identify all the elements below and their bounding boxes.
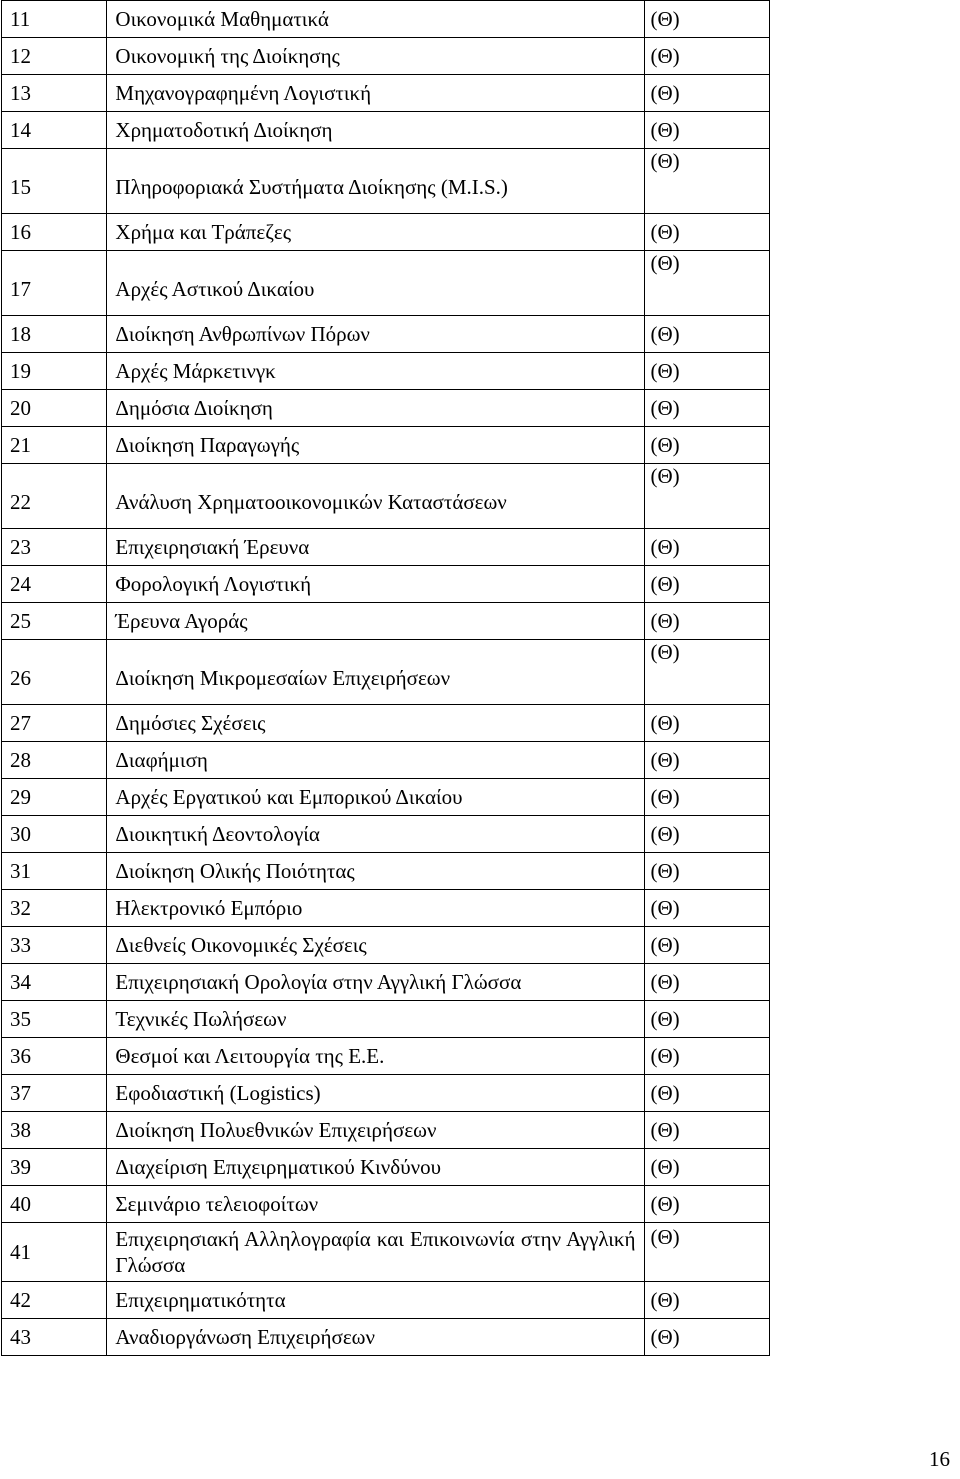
course-title: Διεθνείς Οικονομικές Σχέσεις bbox=[107, 927, 644, 964]
table-row bbox=[2, 214, 770, 251]
table-row bbox=[2, 890, 770, 927]
table-row bbox=[2, 1038, 770, 1075]
course-title: Χρηματοδοτική Διοίκηση bbox=[107, 112, 644, 149]
course-type-mark: (Θ) bbox=[644, 353, 770, 390]
course-type-mark: (Θ) bbox=[644, 1112, 770, 1149]
course-title: Πληροφοριακά Συστήματα Διοίκησης (M.I.S.) bbox=[107, 149, 644, 214]
course-number: 11 bbox=[2, 1, 107, 38]
table-row bbox=[2, 316, 770, 353]
course-number: 28 bbox=[2, 742, 107, 779]
course-number: 14 bbox=[2, 112, 107, 149]
course-number: 39 bbox=[2, 1149, 107, 1186]
course-type-mark: (Θ) bbox=[644, 214, 770, 251]
course-type-mark: (Θ) bbox=[644, 38, 770, 75]
course-type-mark: (Θ) bbox=[644, 1075, 770, 1112]
table-row bbox=[2, 603, 770, 640]
course-title: Φορολογική Λογιστική bbox=[107, 566, 644, 603]
course-number: 18 bbox=[2, 316, 107, 353]
table-row bbox=[2, 464, 770, 529]
course-number: 12 bbox=[2, 38, 107, 75]
course-type-mark: (Θ) bbox=[644, 853, 770, 890]
course-title: Οικονομική της Διοίκησης bbox=[107, 38, 644, 75]
course-title: Αρχές Αστικού Δικαίου bbox=[107, 251, 644, 316]
table-row bbox=[2, 529, 770, 566]
course-type-mark: (Θ) bbox=[644, 640, 770, 705]
course-title: Αναδιοργάνωση Επιχειρήσεων bbox=[107, 1319, 644, 1356]
course-title: Τεχνικές Πωλήσεων bbox=[107, 1001, 644, 1038]
table-row bbox=[2, 1075, 770, 1112]
table-row bbox=[2, 1112, 770, 1149]
course-title: Μηχανογραφημένη Λογιστική bbox=[107, 75, 644, 112]
table-row bbox=[2, 1319, 770, 1356]
course-title: Διοίκηση Ολικής Ποιότητας bbox=[107, 853, 644, 890]
course-type-mark: (Θ) bbox=[644, 603, 770, 640]
course-title: Θεσμοί και Λειτουργία της Ε.Ε. bbox=[107, 1038, 644, 1075]
course-number: 35 bbox=[2, 1001, 107, 1038]
course-title: Δημόσιες Σχέσεις bbox=[107, 705, 644, 742]
table-row bbox=[2, 927, 770, 964]
course-title: Διοίκηση Μικρομεσαίων Επιχειρήσεων bbox=[107, 640, 644, 705]
course-title: Διοίκηση Ανθρωπίνων Πόρων bbox=[107, 316, 644, 353]
course-number: 27 bbox=[2, 705, 107, 742]
course-type-mark: (Θ) bbox=[644, 149, 770, 214]
table-row bbox=[2, 1001, 770, 1038]
course-type-mark: (Θ) bbox=[644, 112, 770, 149]
course-number: 33 bbox=[2, 927, 107, 964]
course-type-mark: (Θ) bbox=[644, 742, 770, 779]
course-number: 36 bbox=[2, 1038, 107, 1075]
table-row bbox=[2, 1282, 770, 1319]
table-row bbox=[2, 1, 770, 38]
course-number: 43 bbox=[2, 1319, 107, 1356]
course-number: 17 bbox=[2, 251, 107, 316]
table-row bbox=[2, 75, 770, 112]
course-number: 22 bbox=[2, 464, 107, 529]
course-number: 21 bbox=[2, 427, 107, 464]
course-type-mark: (Θ) bbox=[644, 927, 770, 964]
course-type-mark: (Θ) bbox=[644, 1319, 770, 1356]
table-row bbox=[2, 816, 770, 853]
table-row bbox=[2, 1149, 770, 1186]
course-title: Οικονομικά Μαθηματικά bbox=[107, 1, 644, 38]
course-number: 20 bbox=[2, 390, 107, 427]
course-title: Επιχειρησιακή Αλληλογραφία και Επικοινωνία στην Αγγλική Γλώσσα bbox=[107, 1223, 644, 1282]
table-row bbox=[2, 38, 770, 75]
course-number: 29 bbox=[2, 779, 107, 816]
course-title: Αρχές Μάρκετινγκ bbox=[107, 353, 644, 390]
course-number: 19 bbox=[2, 353, 107, 390]
table-row bbox=[2, 251, 770, 316]
course-number: 30 bbox=[2, 816, 107, 853]
course-number: 25 bbox=[2, 603, 107, 640]
course-number: 15 bbox=[2, 149, 107, 214]
course-type-mark: (Θ) bbox=[644, 427, 770, 464]
course-title: Διοίκηση Παραγωγής bbox=[107, 427, 644, 464]
course-number: 34 bbox=[2, 964, 107, 1001]
course-type-mark: (Θ) bbox=[644, 1282, 770, 1319]
course-type-mark: (Θ) bbox=[644, 1, 770, 38]
course-type-mark: (Θ) bbox=[644, 816, 770, 853]
course-title: Διοικητική Δεοντολογία bbox=[107, 816, 644, 853]
course-type-mark: (Θ) bbox=[644, 75, 770, 112]
table-row bbox=[2, 705, 770, 742]
course-number: 38 bbox=[2, 1112, 107, 1149]
table-row bbox=[2, 353, 770, 390]
course-title: Δημόσια Διοίκηση bbox=[107, 390, 644, 427]
course-title: Διαχείριση Επιχειρηματικού Κινδύνου bbox=[107, 1149, 644, 1186]
course-type-mark: (Θ) bbox=[644, 705, 770, 742]
course-number: 40 bbox=[2, 1186, 107, 1223]
course-type-mark: (Θ) bbox=[644, 1001, 770, 1038]
table-row bbox=[2, 1223, 770, 1282]
course-number: 24 bbox=[2, 566, 107, 603]
course-number: 26 bbox=[2, 640, 107, 705]
course-title: Αρχές Εργατικού και Εμπορικού Δικαίου bbox=[107, 779, 644, 816]
course-number: 13 bbox=[2, 75, 107, 112]
course-type-mark: (Θ) bbox=[644, 316, 770, 353]
course-table bbox=[1, 0, 770, 1356]
table-row bbox=[2, 964, 770, 1001]
page-number: 16 bbox=[929, 1447, 950, 1471]
course-type-mark: (Θ) bbox=[644, 1186, 770, 1223]
course-title: Διαφήμιση bbox=[107, 742, 644, 779]
course-number: 32 bbox=[2, 890, 107, 927]
table-row bbox=[2, 427, 770, 464]
table-row bbox=[2, 640, 770, 705]
course-title: Επιχειρησιακή Ορολογία στην Αγγλική Γλώσσα bbox=[107, 964, 644, 1001]
course-type-mark: (Θ) bbox=[644, 566, 770, 603]
course-number: 41 bbox=[2, 1223, 107, 1282]
course-type-mark: (Θ) bbox=[644, 464, 770, 529]
course-title: Εφοδιαστική (Logistics) bbox=[107, 1075, 644, 1112]
table-row bbox=[2, 390, 770, 427]
course-title: Επιχειρησιακή Έρευνα bbox=[107, 529, 644, 566]
course-type-mark: (Θ) bbox=[644, 1149, 770, 1186]
table-row bbox=[2, 566, 770, 603]
table-row bbox=[2, 779, 770, 816]
table-row bbox=[2, 149, 770, 214]
course-type-mark: (Θ) bbox=[644, 779, 770, 816]
course-number: 31 bbox=[2, 853, 107, 890]
course-number: 42 bbox=[2, 1282, 107, 1319]
course-type-mark: (Θ) bbox=[644, 1038, 770, 1075]
course-title: Διοίκηση Πολυεθνικών Επιχειρήσεων bbox=[107, 1112, 644, 1149]
table-row bbox=[2, 742, 770, 779]
course-type-mark: (Θ) bbox=[644, 890, 770, 927]
table-row bbox=[2, 1186, 770, 1223]
course-title: Ηλεκτρονικό Εμπόριο bbox=[107, 890, 644, 927]
course-type-mark: (Θ) bbox=[644, 251, 770, 316]
course-type-mark: (Θ) bbox=[644, 1223, 770, 1282]
course-title: Επιχειρηματικότητα bbox=[107, 1282, 644, 1319]
course-number: 23 bbox=[2, 529, 107, 566]
table-row bbox=[2, 853, 770, 890]
table-row bbox=[2, 112, 770, 149]
course-type-mark: (Θ) bbox=[644, 390, 770, 427]
course-type-mark: (Θ) bbox=[644, 964, 770, 1001]
course-title: Ανάλυση Χρηματοοικονομικών Καταστάσεων bbox=[107, 464, 644, 529]
course-title: Σεμινάριο τελειοφοίτων bbox=[107, 1186, 644, 1223]
course-number: 16 bbox=[2, 214, 107, 251]
course-table-body bbox=[2, 1, 770, 1356]
course-title: Χρήμα και Τράπεζες bbox=[107, 214, 644, 251]
course-type-mark: (Θ) bbox=[644, 529, 770, 566]
course-number: 37 bbox=[2, 1075, 107, 1112]
course-title: Έρευνα Αγοράς bbox=[107, 603, 644, 640]
